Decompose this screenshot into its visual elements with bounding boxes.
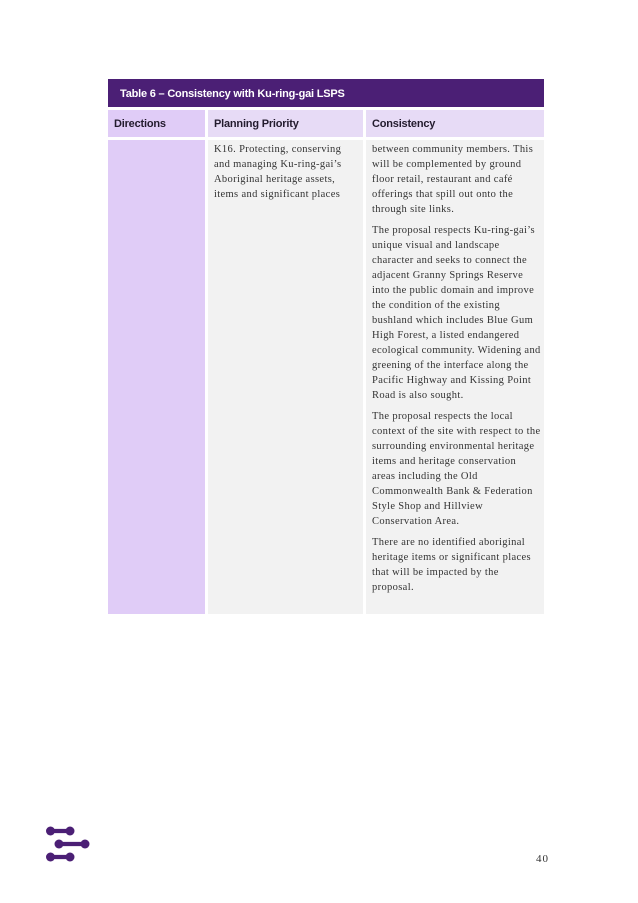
consistency-paragraph: between community members. This will be complemented by ground floor retail, restaurant and café offerings that spill out onto the through site links.: [372, 144, 534, 215]
consistency-paragraph: The proposal respects the local context of the site with respect to the surrounding environmental heritage items and heritage conservation areas including the Old Commonwealth Bank & Federation Style Shop and Hillview Conservation Area.: [372, 411, 541, 527]
table-grid: [108, 110, 544, 614]
table-title: Table 6 – Consistency with Ku-ring-gai LSPS: [108, 79, 544, 107]
header-planning-priority: Planning Priority: [208, 110, 363, 137]
cell-direction: [108, 140, 205, 614]
cell-consistency: [366, 140, 544, 614]
cell-planning-priority: [208, 140, 363, 614]
header-consistency: Consistency: [366, 110, 544, 137]
page-number: 40: [536, 853, 549, 865]
consistency-table: [108, 79, 544, 614]
consistency-text: [366, 140, 544, 595]
header-directions: Directions: [108, 110, 205, 137]
brand-logo-icon: [46, 825, 92, 865]
planning-priority-text: K16. Protecting, conserving and managing Ku-ring-gai’s Aboriginal heritage assets, items and significant places: [214, 144, 342, 200]
consistency-paragraph: There are no identified aboriginal heritage items or significant places that will be impacted by the proposal.: [372, 537, 531, 593]
consistency-paragraph: The proposal respects Ku-ring-gai’s unique visual and landscape character and seeks to connect the adjacent Granny Springs Reserve into the public domain and improve the condition of the existing bushland which includes Blue Gum High Forest, a listed endangered ecological community. Widening and greening of the interface along the Pacific Highway and Kissing Point Road is also sought.: [372, 225, 541, 401]
